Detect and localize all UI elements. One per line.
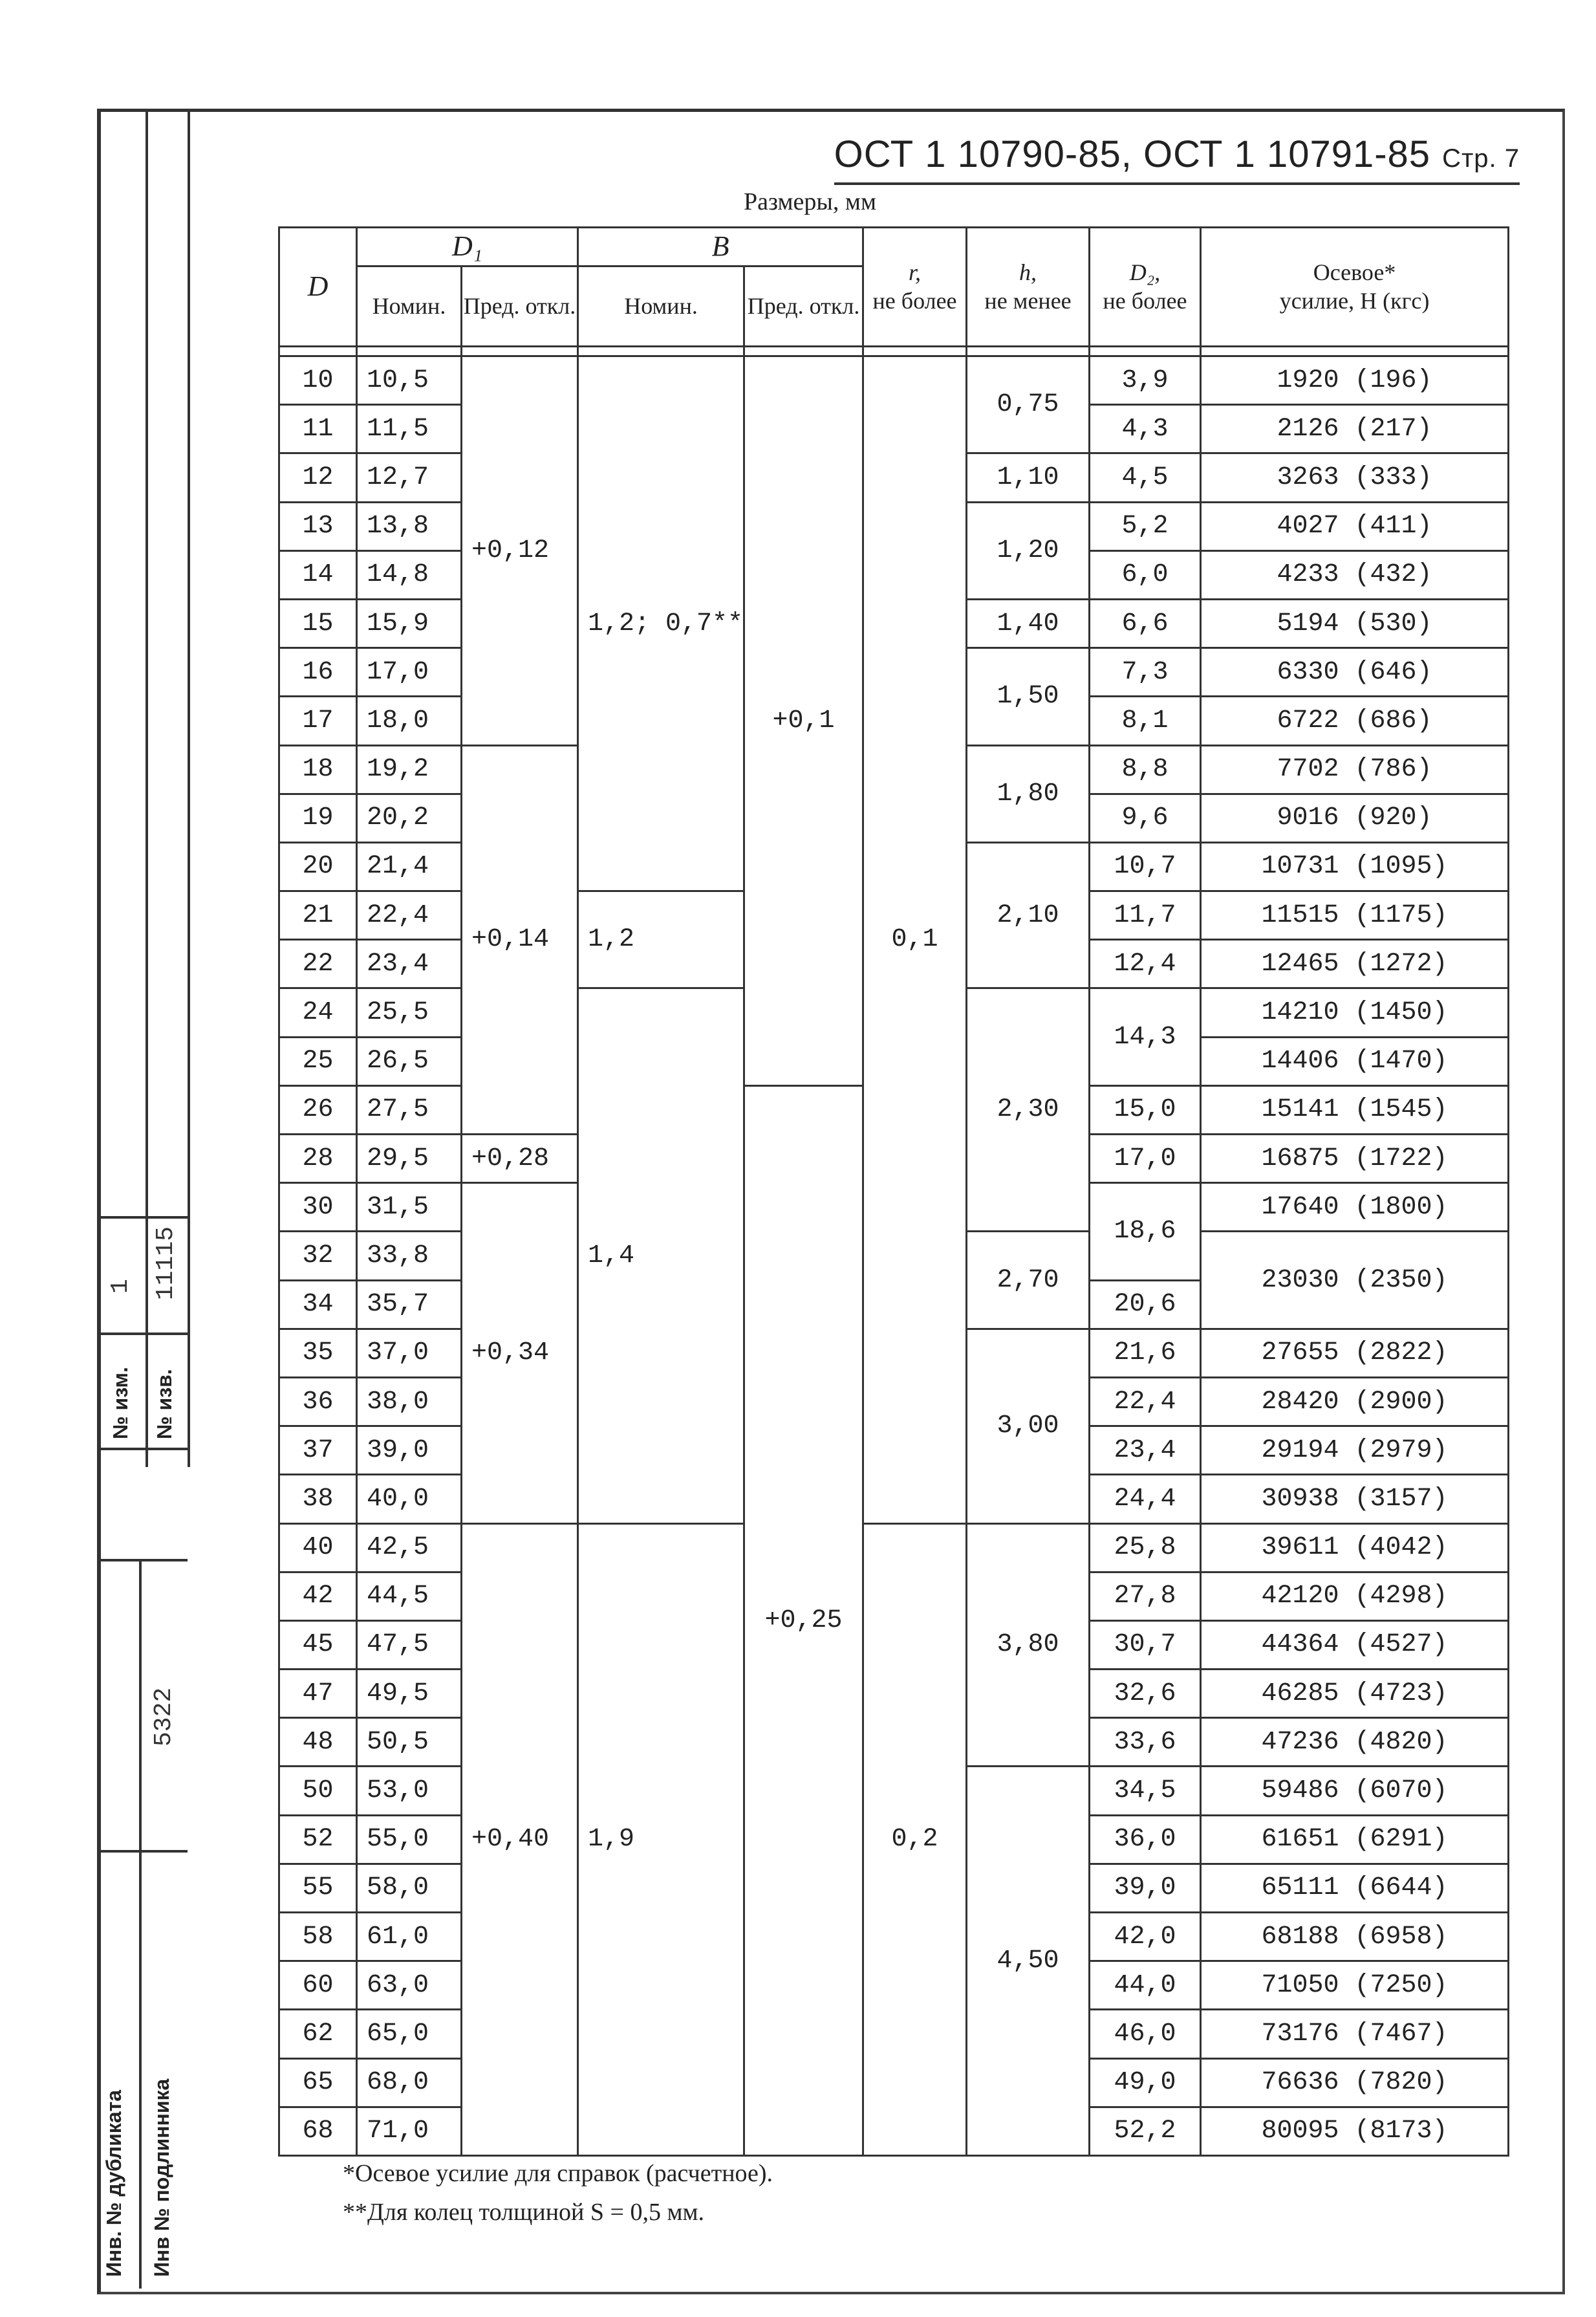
cell-force: 42120 (4298) [1201,1572,1509,1620]
col-b: B [578,228,863,267]
cell-d2: 34,5 [1090,1767,1201,1815]
col-r [863,228,967,347]
cell-d: 14 [279,550,357,599]
col-d2 [1090,228,1201,347]
cell-b-dev: +0,25 [744,1085,863,2155]
cell-d2: 23,4 [1090,1426,1201,1475]
cell-d1-nom: 61,0 [357,1913,462,1961]
cell-d: 35 [279,1329,357,1377]
cell-force: 1920 (196) [1201,356,1509,405]
cell-force: 73176 (7467) [1201,2010,1509,2058]
cell-force: 14210 (1450) [1201,988,1509,1037]
table-row [279,356,1509,405]
cell-force: 80095 (8173) [1201,2107,1509,2155]
cell-force: 15141 (1545) [1201,1085,1509,1134]
izm-label: № изм. [109,1367,132,1439]
cell-d2: 3,9 [1090,356,1201,405]
units-label: Размеры, мм [744,188,877,215]
cell-force: 6330 (646) [1201,648,1509,697]
cell-d: 47 [279,1670,357,1718]
cell-d1-nom: 13,8 [357,502,462,550]
footnote-1: *Осевое усилие для справок (расчетное). [343,2160,773,2187]
cell-d2: 14,3 [1090,988,1201,1085]
cell-d2: 46,0 [1090,2010,1201,2058]
col-b-nom: Номин. [578,267,744,347]
cell-d: 17 [279,697,357,745]
cell-force: 3263 (333) [1201,453,1509,502]
cell-d2: 9,6 [1090,794,1201,842]
page-number: Стр. 7 [1442,144,1520,173]
cell-d: 42 [279,1572,357,1620]
cell-force: 4233 (432) [1201,550,1509,599]
col-force-sub: усилие, Н (кгс) [1279,287,1430,314]
cell-d: 26 [279,1085,357,1134]
stamp-line-4 [139,1559,142,2289]
cell-d: 65 [279,2058,357,2107]
cell-h: 1,40 [967,599,1090,647]
cell-d1-nom: 58,0 [357,1864,462,1912]
cell-d: 55 [279,1864,357,1912]
cell-force: 17640 (1800) [1201,1183,1509,1232]
cell-force: 9016 (920) [1201,794,1509,842]
cell-d: 36 [279,1377,357,1426]
cell-d: 10 [279,356,357,405]
cell-d2: 30,7 [1090,1620,1201,1669]
cell-d1-nom: 44,5 [357,1572,462,1620]
cell-d: 13 [279,502,357,550]
cell-d2: 7,3 [1090,648,1201,697]
cell-d: 32 [279,1232,357,1280]
cell-d1-dev: +0,34 [462,1183,578,1523]
cell-d2: 18,6 [1090,1183,1201,1280]
cell-d1-nom: 29,5 [357,1135,462,1183]
cell-force: 61651 (6291) [1201,1815,1509,1864]
col-force [1201,228,1509,347]
cell-d2: 44,0 [1090,1961,1201,2010]
cell-force: 27655 (2822) [1201,1329,1509,1377]
cell-d2: 10,7 [1090,842,1201,891]
cell-d2: 4,3 [1090,405,1201,453]
stamp-row-2 [97,1333,188,1335]
cell-d2: 21,6 [1090,1329,1201,1377]
cell-h: 1,80 [967,745,1090,842]
cell-d2: 6,0 [1090,550,1201,599]
dimensions-table [278,226,1509,2157]
cell-h: 1,10 [967,453,1090,502]
cell-d2: 33,6 [1090,1718,1201,1767]
cell-d2: 6,6 [1090,599,1201,647]
cell-d2: 36,0 [1090,1815,1201,1864]
document-title [834,133,1520,176]
inv-orig-label: Инв № подлинника [150,2078,173,2277]
cell-h: 2,30 [967,988,1090,1232]
cell-d1-nom: 22,4 [357,891,462,940]
cell-d2: 24,4 [1090,1475,1201,1523]
cell-d: 60 [279,1961,357,2010]
cell-d1-nom: 42,5 [357,1523,462,1572]
cell-d: 25 [279,1037,357,1085]
cell-d1-nom: 20,2 [357,794,462,842]
col-d: D [279,228,357,347]
cell-force: 30938 (3157) [1201,1475,1509,1523]
cell-d1-nom: 39,0 [357,1426,462,1475]
cell-force: 28420 (2900) [1201,1377,1509,1426]
col-d1: D₁ [357,228,578,267]
col-h [967,228,1090,347]
cell-d: 20 [279,842,357,891]
standard-number: ОСТ 1 10790-85, ОСТ 1 10791-85 [834,133,1431,175]
cell-d1-nom: 27,5 [357,1085,462,1134]
cell-d1-nom: 25,5 [357,988,462,1037]
cell-d1-nom: 55,0 [357,1815,462,1864]
cell-d1-nom: 14,8 [357,550,462,599]
col-d2-symbol: D₂, [1129,259,1161,286]
col-b-dev: Пред. откл. [744,267,863,347]
stamp-line-1 [146,109,148,1467]
cell-d1-dev: +0,28 [462,1135,578,1183]
cell-d: 22 [279,940,357,988]
cell-d: 30 [279,1183,357,1232]
cell-force: 59486 (6070) [1201,1767,1509,1815]
cell-d: 40 [279,1523,357,1572]
cell-d: 34 [279,1280,357,1329]
cell-force: 47236 (4820) [1201,1718,1509,1767]
cell-d: 48 [279,1718,357,1767]
cell-d2: 52,2 [1090,2107,1201,2155]
cell-d1-nom: 50,5 [357,1718,462,1767]
inv-orig-value: 5322 [150,1687,178,1746]
stamp-row-3 [97,1448,188,1450]
table-row [279,1523,1509,1572]
cell-d1-nom: 15,9 [357,599,462,647]
header-rule [834,182,1520,185]
cell-d: 58 [279,1913,357,1961]
inv-dub-label: Инв. № дубликата [102,2089,125,2277]
cell-d2: 8,1 [1090,697,1201,745]
cell-r: 0,1 [863,356,967,1524]
footnote-2: **Для колец толщиной S = 0,5 мм. [343,2199,705,2226]
cell-d1-nom: 40,0 [357,1475,462,1523]
stamp-row-4 [97,1559,188,1561]
cell-h: 2,70 [967,1232,1090,1329]
cell-d2: 5,2 [1090,502,1201,550]
cell-d1-nom: 26,5 [357,1037,462,1085]
cell-b-nom: 1,2 [578,891,744,988]
cell-d2: 20,6 [1090,1280,1201,1329]
cell-b-dev: +0,1 [744,356,863,1086]
cell-force: 29194 (2979) [1201,1426,1509,1475]
cell-force: 39611 (4042) [1201,1523,1509,1572]
col-d1-nom: Номин. [357,267,462,347]
izv-label: № изв. [153,1369,176,1439]
cell-d1-nom: 23,4 [357,940,462,988]
cell-d2: 39,0 [1090,1864,1201,1912]
cell-d2: 15,0 [1090,1085,1201,1134]
cell-force: 44364 (4527) [1201,1620,1509,1669]
cell-d: 24 [279,988,357,1037]
cell-d: 62 [279,2010,357,2058]
cell-force: 16875 (1722) [1201,1135,1509,1183]
cell-d1-nom: 47,5 [357,1620,462,1669]
cell-d2: 25,8 [1090,1523,1201,1572]
stamp-row-5 [97,1850,188,1853]
cell-force: 68188 (6958) [1201,1913,1509,1961]
cell-d1-nom: 21,4 [357,842,462,891]
cell-d1-nom: 71,0 [357,2107,462,2155]
cell-force: 6722 (686) [1201,697,1509,745]
cell-force: 11515 (1175) [1201,891,1509,940]
cell-h: 0,75 [967,356,1090,453]
cell-d: 38 [279,1475,357,1523]
cell-d: 16 [279,648,357,697]
cell-force: 46285 (4723) [1201,1670,1509,1718]
cell-d: 19 [279,794,357,842]
cell-d1-nom: 11,5 [357,405,462,453]
cell-force: 12465 (1272) [1201,940,1509,988]
cell-d1-nom: 38,0 [357,1377,462,1426]
cell-d: 28 [279,1135,357,1183]
col-force-title: Осевое* [1313,259,1396,286]
cell-d2: 17,0 [1090,1135,1201,1183]
col-r-sub: не более [872,287,957,314]
cell-d2: 8,8 [1090,745,1201,794]
cell-d: 12 [279,453,357,502]
cell-d: 15 [279,599,357,647]
cell-d: 68 [279,2107,357,2155]
cell-b-nom: 1,4 [578,988,744,1523]
cell-h: 1,20 [967,502,1090,599]
cell-d2: 12,4 [1090,940,1201,988]
cell-force: 65111 (6644) [1201,1864,1509,1912]
cell-force: 4027 (411) [1201,502,1509,550]
cell-d1-nom: 31,5 [357,1183,462,1232]
cell-d1-nom: 63,0 [357,1961,462,2010]
table-body [279,356,1509,2156]
cell-d1-nom: 19,2 [357,745,462,794]
cell-d: 50 [279,1767,357,1815]
cell-d1-dev: +0,12 [462,356,578,746]
col-h-sub: не менее [984,287,1072,314]
cell-force: 23030 (2350) [1201,1232,1509,1329]
col-r-symbol: r, [909,259,922,286]
cell-d1-nom: 17,0 [357,648,462,697]
stamp-line-2 [188,109,190,1467]
cell-d1-dev: +0,14 [462,745,578,1135]
cell-force: 5194 (530) [1201,599,1509,647]
col-h-symbol: h, [1019,259,1037,286]
cell-r: 0,2 [863,1523,967,2155]
cell-h: 4,50 [967,1767,1090,2156]
col-d1-dev: Пред. откл. [462,267,578,347]
cell-force: 76636 (7820) [1201,2058,1509,2107]
izm-value: 1 [107,1279,135,1294]
cell-d: 21 [279,891,357,940]
cell-d2: 4,5 [1090,453,1201,502]
cell-h: 3,80 [967,1523,1090,1767]
cell-h: 3,00 [967,1329,1090,1523]
cell-b-nom: 1,2; 0,7** [578,356,744,891]
cell-d1-nom: 12,7 [357,453,462,502]
izv-value: 11115 [152,1226,180,1300]
cell-force: 71050 (7250) [1201,1961,1509,2010]
footnotes [343,2154,773,2232]
cell-force: 14406 (1470) [1201,1037,1509,1085]
cell-d1-nom: 53,0 [357,1767,462,1815]
cell-d2: 22,4 [1090,1377,1201,1426]
cell-d1-dev: +0,40 [462,1523,578,2155]
col-d2-sub: не более [1103,287,1187,314]
cell-d2: 32,6 [1090,1670,1201,1718]
cell-d1-nom: 18,0 [357,697,462,745]
stamp-row-1 [97,1216,188,1219]
cell-force: 10731 (1095) [1201,842,1509,891]
cell-force: 2126 (217) [1201,405,1509,453]
cell-d2: 42,0 [1090,1913,1201,1961]
cell-force: 7702 (786) [1201,745,1509,794]
cell-d1-nom: 10,5 [357,356,462,405]
cell-d1-nom: 68,0 [357,2058,462,2107]
cell-d: 11 [279,405,357,453]
cell-d: 37 [279,1426,357,1475]
cell-d: 18 [279,745,357,794]
cell-d2: 27,8 [1090,1572,1201,1620]
cell-d1-nom: 37,0 [357,1329,462,1377]
cell-b-nom: 1,9 [578,1523,744,2155]
stamp-line-3 [97,1559,100,2289]
cell-d1-nom: 33,8 [357,1232,462,1280]
cell-d1-nom: 49,5 [357,1670,462,1718]
cell-d1-nom: 65,0 [357,2010,462,2058]
cell-d2: 11,7 [1090,891,1201,940]
cell-h: 2,10 [967,842,1090,988]
cell-d: 45 [279,1620,357,1669]
cell-d: 52 [279,1815,357,1864]
cell-d2: 49,0 [1090,2058,1201,2107]
cell-d1-nom: 35,7 [357,1280,462,1329]
cell-h: 1,50 [967,648,1090,745]
